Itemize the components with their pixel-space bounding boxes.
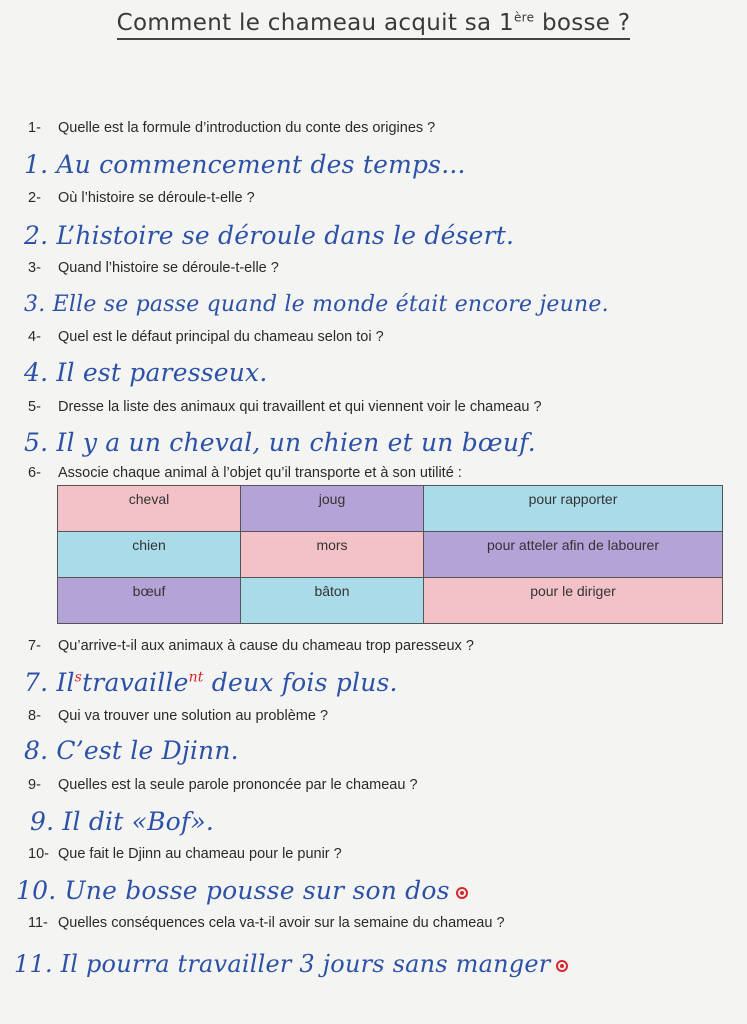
association-table xyxy=(57,485,723,624)
table-cell: pour rapporter xyxy=(424,486,723,532)
answer-9: 9. Il dit «Bof». xyxy=(30,807,215,836)
answer-3: 3. Elle se passe quand le monde était encore jeune. xyxy=(24,292,609,317)
answer-5: 5. Il y a un cheval, un chien et un bœuf. xyxy=(24,428,536,457)
answer-8: 8. C’est le Djinn. xyxy=(24,736,239,765)
question-3: 3- Quand l’histoire se déroule-t-elle ? xyxy=(28,260,279,276)
question-7: 7- Qu’arrive-t-il aux animaux à cause du chameau trop paresseux ? xyxy=(28,638,474,654)
question-9: 9- Quelles est la seule parole prononcée par le chameau ? xyxy=(28,777,418,793)
answer-7: 7. Il$^s$travaille$^{nt}$ deux fois plus. xyxy=(24,668,398,697)
question-5: 5- Dresse la liste des animaux qui travaillent et qui viennent voir le chameau ? xyxy=(28,399,542,415)
correction-dot-icon xyxy=(456,887,468,899)
question-8: 8- Qui va trouver une solution au problème ? xyxy=(28,708,329,724)
correction-dot-icon xyxy=(556,960,568,972)
table-cell: bœuf xyxy=(58,578,241,624)
table-cell: joug xyxy=(241,486,424,532)
question-10: 10- Que fait le Djinn au chameau pour le punir ? xyxy=(28,846,342,862)
table-cell: pour le diriger xyxy=(424,578,723,624)
answer-2: 2. L’histoire se déroule dans le désert. xyxy=(24,221,515,250)
answer-4: 4. Il est paresseux. xyxy=(24,358,268,387)
question-1: 1- Quelle est la formule d’introduction du conte des origines ? xyxy=(28,120,436,136)
table-row xyxy=(58,578,723,624)
answer-1: 1. Au commencement des temps... xyxy=(24,150,466,179)
table-cell: cheval xyxy=(58,486,241,532)
table-cell: pour atteler afin de labourer xyxy=(424,532,723,578)
table-row xyxy=(58,486,723,532)
correction-mark: nt xyxy=(188,669,204,686)
correction-mark: s xyxy=(74,669,83,686)
table-cell: chien xyxy=(58,532,241,578)
answer-11: 11. Il pourra travailler 3 jours sans manger xyxy=(14,950,568,978)
page-title: Comment le chameau acquit sa 1ère bosse ? xyxy=(0,10,747,36)
question-2: 2- Où l’histoire se déroule-t-elle ? xyxy=(28,190,255,206)
table-cell: bâton xyxy=(241,578,424,624)
question-11: 11- Quelles conséquences cela va-t-il avoir sur la semaine du chameau ? xyxy=(28,915,505,931)
question-4: 4- Quel est le défaut principal du chameau selon toi ? xyxy=(28,329,384,345)
question-6: 6- Associe chaque animal à l’objet qu’il transporte et à son utilité : xyxy=(28,465,462,481)
answer-10: 10. Une bosse pousse sur son dos xyxy=(16,876,468,905)
table-row xyxy=(58,532,723,578)
table-cell: mors xyxy=(241,532,424,578)
